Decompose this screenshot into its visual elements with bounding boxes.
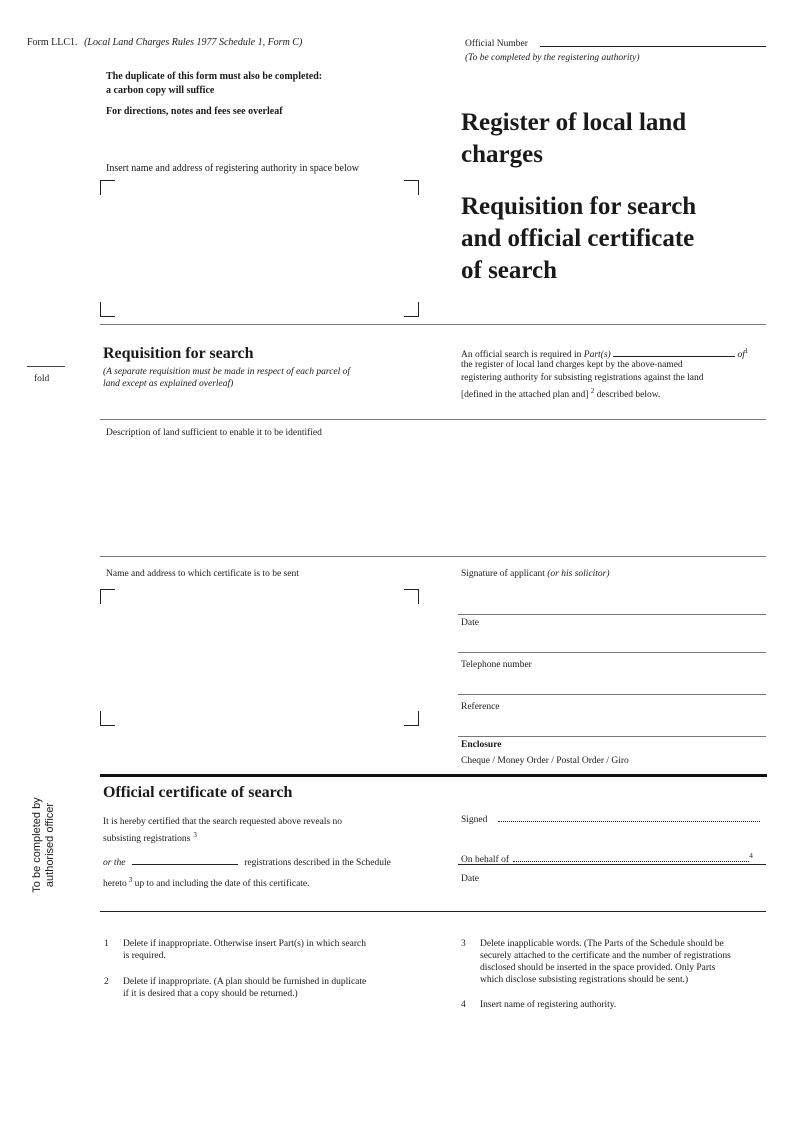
registrations-row xyxy=(103,857,391,869)
signed-label: Signed xyxy=(461,815,488,825)
duplicate-instruction-1: The duplicate of this form must also be completed: xyxy=(106,71,323,82)
divider xyxy=(458,736,766,737)
certificate-heading: Official certificate of search xyxy=(103,784,293,801)
side-label-line2: authorised officer xyxy=(44,802,56,888)
search-line2: the register of local land charges kept by the above-named xyxy=(461,360,683,370)
search-line4b: described below. xyxy=(596,390,661,401)
footnote-line: if it is desired that a copy should be returned.) xyxy=(123,989,298,999)
divider xyxy=(458,694,766,695)
on-behalf-sup4: 4 xyxy=(749,852,753,860)
signature-label: Signature of applicant xyxy=(461,569,545,579)
footnote-line: which disclose subsisting registrations should be sent.) xyxy=(480,975,689,985)
footnote-line: Delete inapplicable words. (The Parts of the Schedule should be xyxy=(480,939,724,949)
footnote-text xyxy=(480,938,731,986)
parts-input[interactable] xyxy=(613,356,735,357)
corner-mark xyxy=(100,180,115,195)
on-behalf-field[interactable] xyxy=(513,852,749,862)
footnote-text xyxy=(123,938,366,962)
official-number-label: Official Number xyxy=(465,39,528,49)
sub-title-line2: and official certificate xyxy=(461,225,695,252)
requisition-note-1: (A separate requisition must be made in respect of each parcel of xyxy=(103,367,351,377)
footnote-number: 2 xyxy=(104,977,109,987)
sub-title-line3: of search xyxy=(461,257,558,284)
footnote-1 xyxy=(104,938,424,964)
search-sup2: 2 xyxy=(590,387,595,395)
footnote-line: securely attached to the certificate and the number of registrations xyxy=(480,951,731,961)
footnote-line: disclosed should be inserted in the space provided. Only Parts xyxy=(480,963,716,973)
certificate-address-label: Name and address to which certificate is to be sent xyxy=(106,569,299,579)
directions-instruction: For directions, notes and fees see overleaf xyxy=(106,106,283,117)
corner-mark xyxy=(100,302,115,317)
certify-sup3a: 3 xyxy=(193,831,197,839)
official-number-note: (To be completed by the registering authority) xyxy=(465,53,640,63)
footnote-line: Insert name of registering authority. xyxy=(480,1000,617,1010)
search-text-parts: Part(s) xyxy=(583,350,611,361)
corner-mark xyxy=(100,589,115,604)
insert-authority-instruction: Insert name and address of registering authority in space below xyxy=(106,163,359,174)
authorised-officer-side-label xyxy=(31,785,57,905)
form-source: (Local Land Charges Rules 1977 Schedule 1, Form C) xyxy=(84,37,303,48)
search-sup1: 1 xyxy=(744,347,749,355)
corner-mark xyxy=(404,302,419,317)
footnote-number: 3 xyxy=(461,939,466,949)
certify-line1: It is hereby certified that the search requested above reveals no xyxy=(103,817,342,827)
up-to-label: up to and including the date of this certificate. xyxy=(134,879,310,890)
corner-mark xyxy=(404,589,419,604)
divider xyxy=(100,911,766,912)
footnote-line: Delete if inappropriate. (A plan should be furnished in duplicate xyxy=(123,977,367,987)
main-title xyxy=(461,107,686,171)
search-line3: registering authority for subsisting registrations against the land xyxy=(461,373,704,383)
or-the-label: or the xyxy=(103,858,126,868)
requisition-heading: Requisition for search xyxy=(103,345,254,362)
divider xyxy=(458,614,766,615)
main-title-line1: Register of local land xyxy=(461,109,687,136)
divider xyxy=(100,419,766,420)
certificate-date-label: Date xyxy=(461,874,479,884)
search-text-of: of xyxy=(737,350,745,361)
sub-title-line1: Requisition for search xyxy=(461,193,697,220)
reference-field[interactable] xyxy=(458,714,766,734)
certify-sup3b: 3 xyxy=(128,876,133,884)
main-title-line2: charges xyxy=(461,141,543,168)
search-text-a: An official search is required in xyxy=(461,350,582,361)
official-number-field[interactable] xyxy=(540,46,766,47)
certify-line2: subsisting registrations xyxy=(103,834,191,845)
fold-mark xyxy=(27,366,65,367)
reference-label: Reference xyxy=(461,702,500,712)
hereto-row xyxy=(103,874,310,890)
corner-mark xyxy=(404,180,419,195)
footnote-4 xyxy=(461,999,771,1013)
enclosure-options: Cheque / Money Order / Postal Order / Giro xyxy=(461,756,629,766)
registrations-described-label: registrations described in the Schedule xyxy=(244,858,391,868)
fold-label: fold xyxy=(34,374,50,384)
hereto-label: hereto xyxy=(103,879,127,890)
signature-note: (or his solicitor) xyxy=(547,569,610,579)
corner-mark xyxy=(100,711,115,726)
on-behalf-label: On behalf of xyxy=(461,855,510,866)
section-divider-thick xyxy=(100,774,767,777)
divider xyxy=(100,324,766,325)
requisition-note-2: land except as explained overleaf) xyxy=(103,379,234,389)
search-line4a: [defined in the attached plan and] xyxy=(461,390,589,401)
footnote-3 xyxy=(461,938,771,990)
footnote-text xyxy=(480,999,616,1011)
form-header xyxy=(27,36,302,49)
divider xyxy=(458,864,766,865)
telephone-field[interactable] xyxy=(458,672,766,692)
footnote-2 xyxy=(104,976,424,1002)
registrations-count-input[interactable] xyxy=(132,864,238,865)
land-description-label: Description of land sufficient to enable it to be identified xyxy=(106,428,322,438)
corner-mark xyxy=(404,711,419,726)
duplicate-instruction-2: a carbon copy will suffice xyxy=(106,85,215,96)
footnote-line: Delete if inappropriate. Otherwise insert Part(s) in which search xyxy=(123,939,366,949)
signature-field[interactable] xyxy=(458,582,766,612)
search-line4 xyxy=(461,385,660,401)
divider xyxy=(458,652,766,653)
applicant-date-field[interactable] xyxy=(458,630,766,650)
certificate-date-field[interactable] xyxy=(458,886,766,908)
signed-field[interactable] xyxy=(498,812,760,822)
land-description-field[interactable] xyxy=(100,440,766,554)
certify-line2-row xyxy=(103,829,197,845)
signature-label-row xyxy=(461,568,610,580)
footnote-line: is required. xyxy=(123,951,166,961)
sub-title xyxy=(461,191,696,287)
enclosure-label: Enclosure xyxy=(461,740,502,750)
side-label-line1: To be completed by xyxy=(31,797,43,893)
divider xyxy=(100,556,766,557)
form-id: Form LLC1. xyxy=(27,37,78,48)
footnote-number: 1 xyxy=(104,939,109,949)
footnote-text xyxy=(123,976,366,1000)
signed-row xyxy=(461,812,760,826)
applicant-date-label: Date xyxy=(461,618,479,628)
telephone-label: Telephone number xyxy=(461,660,532,670)
footnote-number: 4 xyxy=(461,1000,466,1010)
